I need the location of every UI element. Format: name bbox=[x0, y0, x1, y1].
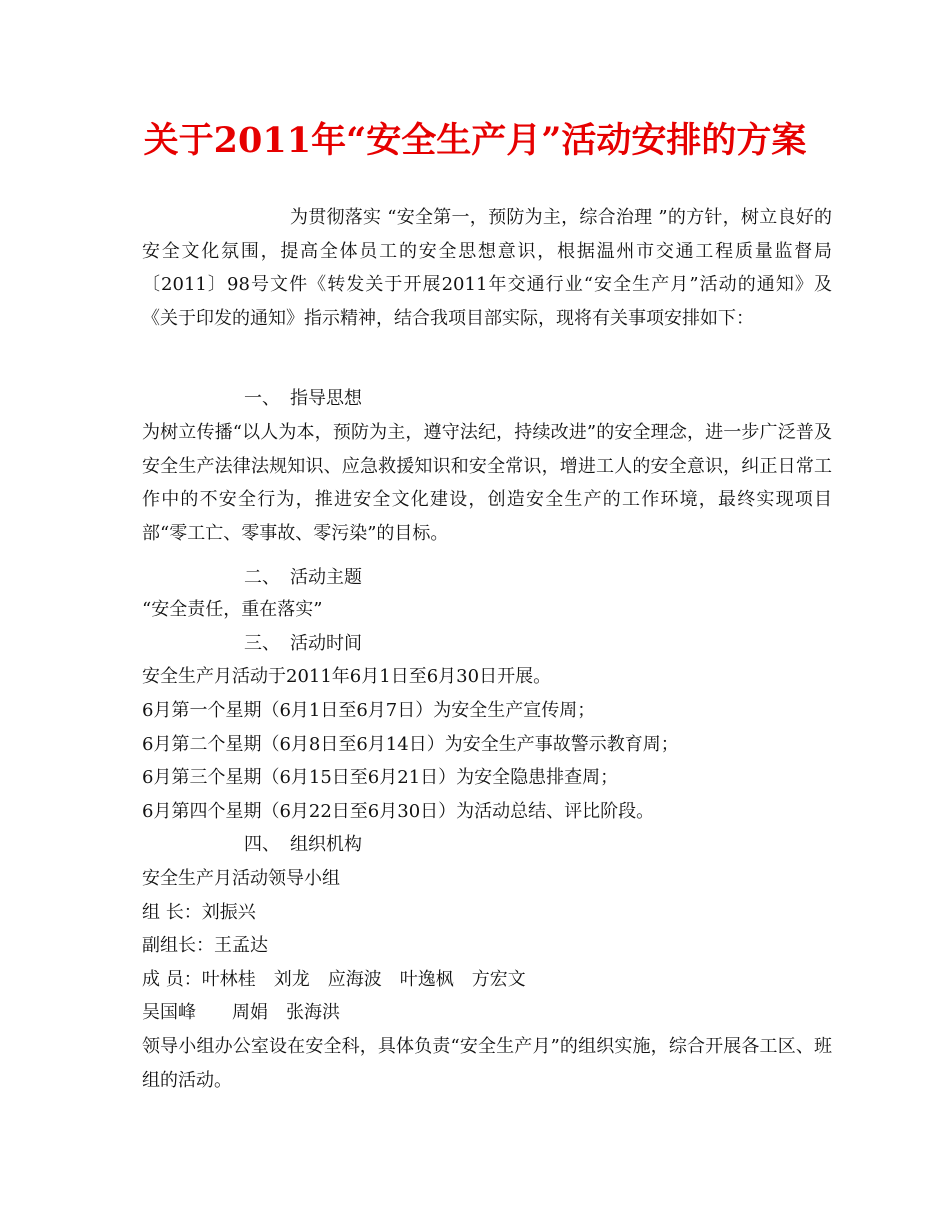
section-heading-theme bbox=[244, 561, 934, 595]
section-number: 二、 bbox=[244, 567, 280, 588]
section-number: 三、 bbox=[244, 633, 280, 654]
group-members-line-2: 吴国峰 周娟 张海洪 bbox=[142, 1002, 340, 1023]
schedule-overall: 安全生产月活动于2011年6月1日至6月30日开展。 bbox=[142, 666, 552, 687]
section-heading-organization bbox=[244, 828, 934, 862]
theme-text: “安全责任，重在落实” bbox=[142, 599, 323, 620]
office-note-paragraph: 领导小组办公室设在安全科，具体负责“安全生产月”的组织实施，综合开展各工区、班组的活动。 bbox=[142, 1036, 832, 1091]
section-title: 组织机构 bbox=[290, 834, 362, 855]
guiding-paragraph: 为树立传播“以人为本，预防为主，遵守法纪，持续改进”的安全理念，进一步广泛普及安全生产法律法规知识、应急救援知识和安全常识，增进工人的安全意识，纠正日常工作中的不安全行为，推进安全文化建设，创造安全生产的工作环境，最终实现项目部“零工亡、零事故、零污染”的目标。 bbox=[142, 422, 832, 544]
section-heading-guiding bbox=[244, 382, 934, 416]
section-title: 指导思想 bbox=[290, 388, 362, 409]
intro-paragraph: 为贯彻落实 “安全第一，预防为主，综合治理 ”的方针，树立良好的安全文化氛围，提高全体员工的安全思想意识，根据温州市交通工程质量监督局〔2011〕98号文件《转发关于开展2011年交通行业“安全生产月”活动的通知》及《关于印发的通知》指示精神，结合我项目部实际，现将有关事项安排如下： bbox=[142, 207, 832, 329]
schedule-week-2: 6月第二个星期（6月8日至6月14日）为安全生产事故警示教育周； bbox=[142, 734, 679, 755]
group-name: 安全生产月活动领导小组 bbox=[142, 868, 340, 889]
group-leader: 组 长：刘振兴 bbox=[142, 902, 256, 923]
section-number: 四、 bbox=[244, 834, 280, 855]
document-title: 关于2011年“安全生产月”活动安排的方案 bbox=[143, 120, 807, 161]
schedule-week-4: 6月第四个星期（6月22日至6月30日）为活动总结、评比阶段。 bbox=[142, 801, 655, 822]
schedule-week-1: 6月第一个星期（6月1日至6月7日）为安全生产宣传周； bbox=[142, 700, 596, 721]
section-title: 活动主题 bbox=[290, 567, 362, 588]
group-members-line-1: 成 员：叶林桂 刘龙 应海波 叶逸枫 方宏文 bbox=[142, 969, 526, 990]
section-title: 活动时间 bbox=[290, 633, 362, 654]
schedule-week-3: 6月第三个星期（6月15日至6月21日）为安全隐患排查周； bbox=[142, 767, 619, 788]
section-heading-time bbox=[244, 627, 934, 661]
group-deputy: 副组长：王孟达 bbox=[142, 935, 268, 956]
section-number: 一、 bbox=[244, 388, 280, 409]
